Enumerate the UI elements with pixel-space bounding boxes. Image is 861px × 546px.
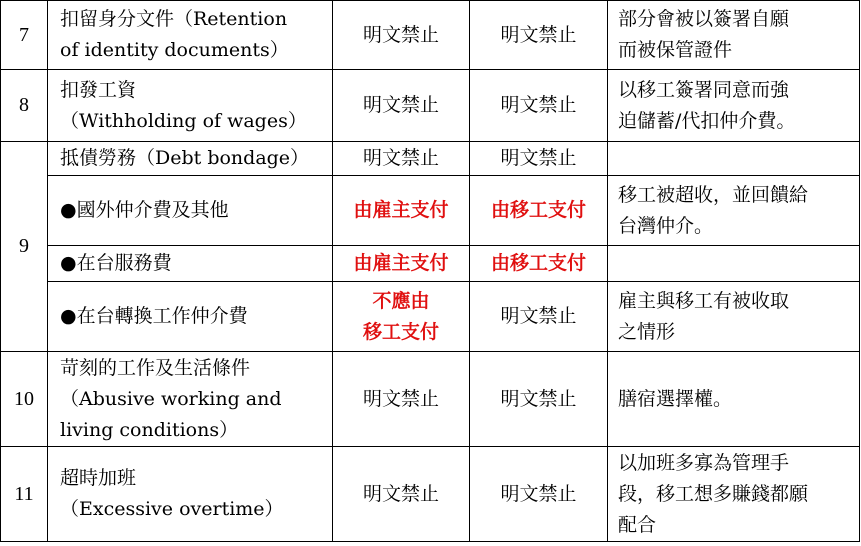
status-text: 不應由 [372, 289, 430, 312]
indicator-cell [48, 352, 333, 447]
table-row-9-sub-transfer-fee [1, 282, 860, 352]
status-cell-a: 明文禁止 [333, 447, 470, 542]
indicator-text: 扣留身分文件（Retention [60, 8, 288, 30]
indicator-cell: ●國外仲介費及其他 [48, 176, 333, 246]
note-cell [608, 1, 860, 70]
note-cell [608, 246, 860, 282]
note-text: 移工被超收，並回饋給 [618, 183, 809, 206]
row-number: 7 [1, 1, 48, 70]
status-cell-b: 明文禁止 [470, 70, 608, 142]
note-text: 配合 [618, 513, 657, 536]
note-cell [608, 142, 860, 176]
note-cell [608, 70, 860, 142]
note-text: 台灣仲介。 [618, 214, 714, 237]
status-cell-b: 明文禁止 [470, 352, 608, 447]
indicator-text: living conditions） [60, 418, 239, 441]
note-text: 之情形 [618, 320, 676, 343]
status-cell-a: 明文禁止 [333, 1, 470, 70]
table-row-7 [1, 1, 860, 70]
indicator-text: 苛刻的工作及生活條件 [60, 356, 251, 379]
indicator-text: 超時加班 [60, 467, 137, 489]
indicator-text: 扣發工資 [60, 78, 137, 101]
note-text: 段，移工想多賺錢都願 [618, 482, 809, 505]
status-cell-b: 明文禁止 [470, 447, 608, 542]
status-cell-b: 由移工支付 [470, 176, 608, 246]
row-number: 11 [1, 447, 48, 542]
indicator-cell [48, 1, 333, 70]
status-cell-a [333, 282, 470, 352]
table-row-9-sub-service-fee [1, 246, 860, 282]
note-cell [608, 447, 860, 542]
indicator-cell: ●在台服務費 [48, 246, 333, 282]
table-row-9 [1, 142, 860, 176]
note-cell: 膳宿選擇權。 [608, 352, 860, 447]
indicator-text: of identity documents） [60, 39, 289, 61]
status-cell-a: 由雇主支付 [333, 246, 470, 282]
indicator-text: （Withholding of wages） [60, 109, 307, 132]
note-cell [608, 282, 860, 352]
table-row-8 [1, 70, 860, 142]
status-cell-a: 明文禁止 [333, 70, 470, 142]
table-row-9-sub-overseas-fee [1, 176, 860, 246]
indicator-text: （Abusive working and [60, 387, 282, 410]
indicator-cell [48, 70, 333, 142]
note-text: 迫儲蓄/代扣仲介費。 [618, 109, 796, 132]
table-row-11 [1, 447, 860, 542]
note-text: 而被保管證件 [618, 39, 733, 61]
indicator-cell: ●在台轉換工作仲介費 [48, 282, 333, 352]
indicator-text: （Excessive overtime） [60, 498, 284, 520]
note-text: 以移工簽署同意而強 [618, 78, 790, 101]
status-cell-b: 由移工支付 [470, 246, 608, 282]
status-cell-b: 明文禁止 [470, 142, 608, 176]
row-number: 9 [1, 142, 48, 352]
status-cell-a: 由雇主支付 [333, 176, 470, 246]
status-cell-a: 明文禁止 [333, 352, 470, 447]
indicator-cell: 抵債勞務（Debt bondage） [48, 142, 333, 176]
note-text: 部分會被以簽署自願 [618, 8, 790, 30]
row-number: 8 [1, 70, 48, 142]
status-cell-b: 明文禁止 [470, 282, 608, 352]
note-text: 雇主與移工有被收取 [618, 289, 790, 312]
status-text: 移工支付 [362, 320, 439, 343]
indicator-cell [48, 447, 333, 542]
status-cell-a: 明文禁止 [333, 142, 470, 176]
note-cell [608, 176, 860, 246]
status-cell-b: 明文禁止 [470, 1, 608, 70]
table-row-10 [1, 352, 860, 447]
row-number: 10 [1, 352, 48, 447]
note-text: 以加班多寡為管理手 [618, 451, 790, 474]
